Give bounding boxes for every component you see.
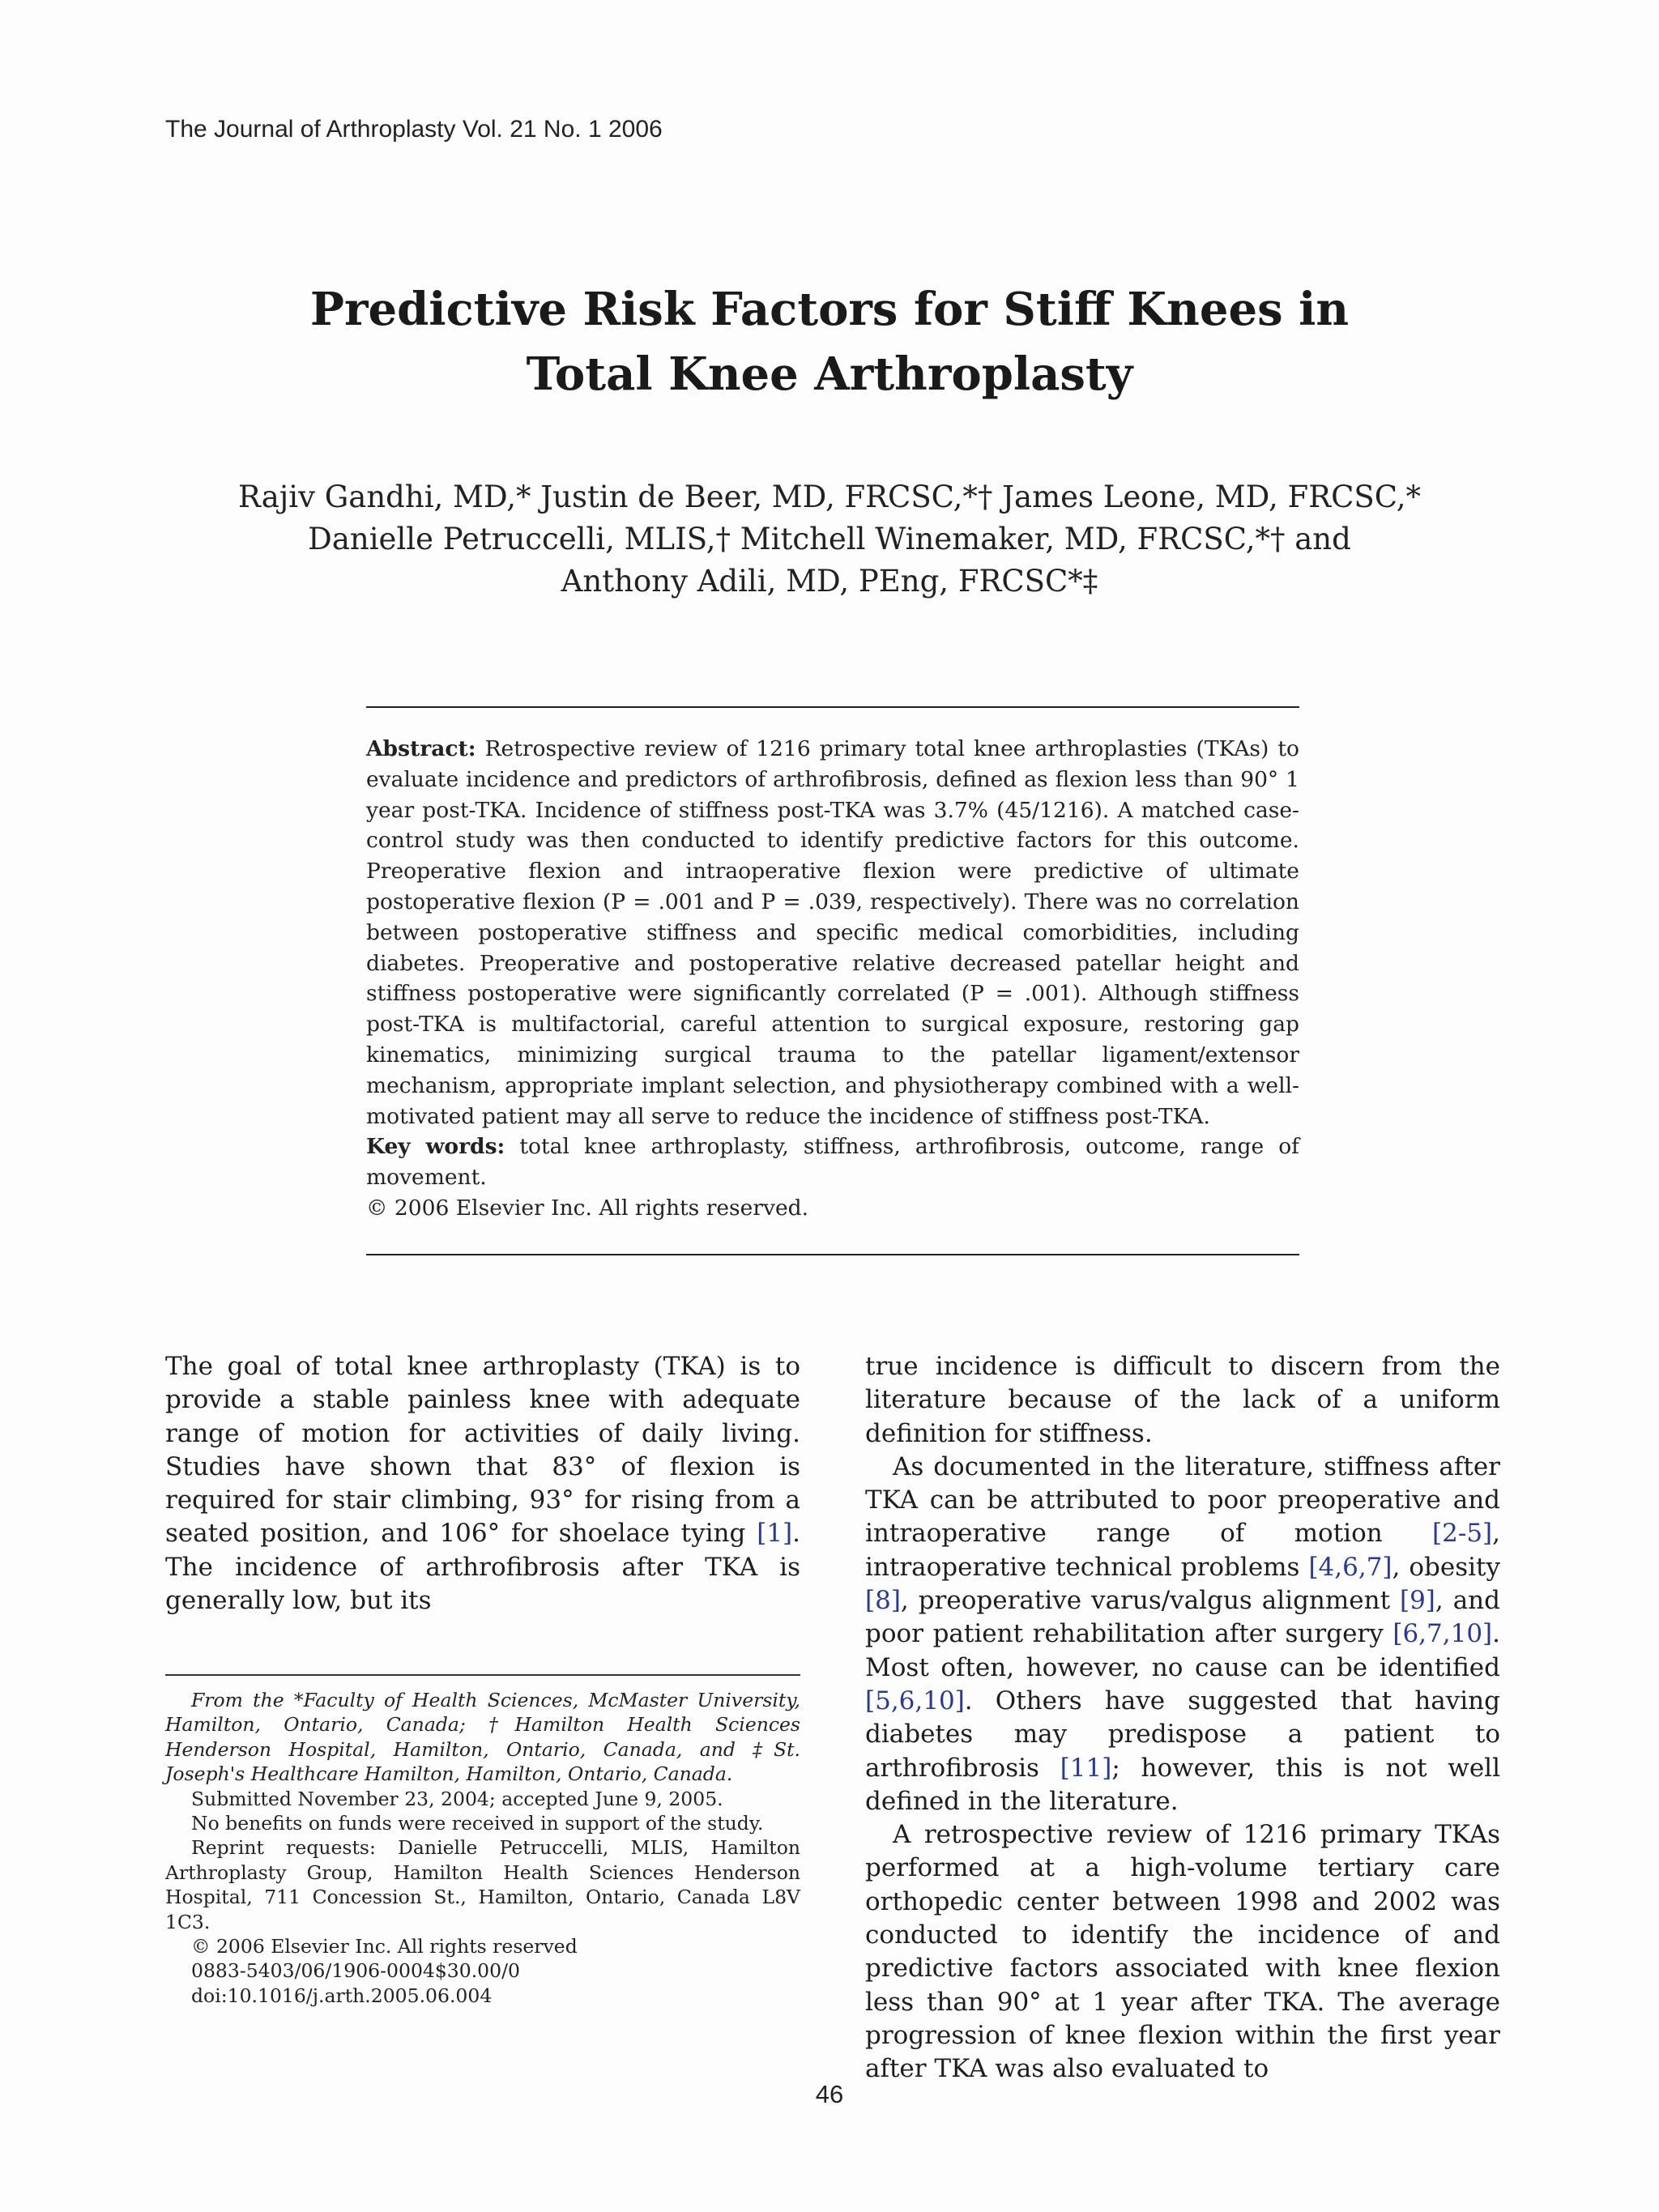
citation-link[interactable]: [4,6,7]	[1308, 1552, 1392, 1582]
text-run: . Others have suggested that having diabetes may predispose a patient to arthrofibrosis	[865, 1686, 1500, 1783]
keywords-text: total knee arthroplasty, stiffness, arthrofibrosis, outcome, range of movement.	[366, 1134, 1299, 1191]
footnote-funding: No benefits on funds were received in support of the study.	[191, 1812, 764, 1835]
text-run: , preoperative varus/valgus alignment	[900, 1586, 1400, 1616]
body-paragraph	[165, 1350, 800, 1617]
abstract-copyright: © 2006 Elsevier Inc. All rights reserved.	[366, 1195, 809, 1221]
abstract	[366, 734, 1299, 1224]
page-number: 46	[815, 2080, 844, 2108]
text-run: The goal of total knee arthroplasty (TKA) is to provide a stable painless knee with adequate range of motion for activities of daily living. Studies have shown that 83° of flexion is required for stair climbing, 93° for rising from a seated position, and 106° for shoelace tying	[165, 1352, 800, 1549]
keywords	[366, 1132, 1299, 1193]
citation-link[interactable]: [5,6,10]	[865, 1686, 965, 1715]
body-paragraph	[865, 1451, 1500, 1818]
text-run: , obesity	[1392, 1552, 1501, 1582]
footnote-submitted: Submitted November 23, 2004; accepted June 9, 2005.	[191, 1787, 723, 1810]
abstract-text: Retrospective review of 1216 primary total knee arthroplasties (TKAs) to evaluate incidence and predictors of arthrofibrosis, defined as flexion less than 90° 1 year post-TKA. Incidence of stiffness post-TKA was 3.7% (45/1216). A matched case-control study was then conducted to identify predictive factors for this outcome. Preoperative flexion and intraoperative flexion were predictive of ultimate postoperative flexion (P = .001 and P = .039, respectively). There was no correlation between postoperative stiffness and specific medical comorbidities, including diabetes. Preoperative and postoperative relative decreased patellar height and stiffness postoperative were significantly correlated (P = .001). Although stiffness post-TKA is multifactorial, careful attention to surgical exposure, restoring gap kinematics, minimizing surgical trauma to the patellar ligament/extensor mechanism, appropriate implant selection, and physiotherapy combined with a well-motivated patient may all serve to reduce the incidence of stiffness post-TKA.	[366, 736, 1299, 1129]
authors-line-1: Rajiv Gandhi, MD,* Justin de Beer, MD, FRCSC,*† James Leone, MD, FRCSC,*	[238, 479, 1421, 514]
body-paragraph: true incidence is difficult to discern from the literature because of the lack of a uniform definition for stiffness.	[865, 1352, 1500, 1448]
text-run: ; however, this is not well defined in the literature.	[865, 1753, 1500, 1816]
footnote-issn: 0883-5403/06/1906-0004$30.00/0	[191, 1959, 520, 1983]
author-list	[0, 476, 1659, 603]
body-column-right	[865, 1350, 1500, 2086]
text-run: As documented in the literature, stiffness after TKA can be attributed to poor preoperative and intraoperative range of motion	[865, 1451, 1500, 1549]
citation-link[interactable]: [1]	[757, 1519, 793, 1549]
body-column-left	[165, 1350, 800, 1617]
journal-header: The Journal of Arthroplasty Vol. 21 No. 1 2006	[165, 116, 663, 143]
text-run: . The incidence of arthrofibrosis after TKA is generally low, but its	[165, 1519, 800, 1616]
citation-link[interactable]: [6,7,10]	[1392, 1619, 1493, 1649]
abstract-top-rule	[366, 706, 1299, 708]
footnote-reprint: Reprint requests: Danielle Petruccelli, MLIS, Hamilton Arthroplasty Group, Hamilton Health Sciences Henderson Hospital, 711 Concession St., Hamilton, Ontario, Canada L8V 1C3.	[165, 1836, 800, 1933]
abstract-label: Abstract:	[366, 736, 476, 761]
abstract-body	[366, 734, 1299, 1132]
footnote-affiliations: From the *Faculty of Health Sciences, McMaster University, Hamilton, Ontario, Canada; †Hamilton Health Sciences Henderson Hospital, Hamilton, Ontario, Canada, and ‡St. Joseph's Healthcare Hamilton, Hamilton, Ontario, Canada.	[165, 1689, 800, 1786]
footnote-copyright: © 2006 Elsevier Inc. All rights reserved	[191, 1935, 578, 1958]
footnotes	[165, 1688, 800, 2008]
article-title	[0, 277, 1659, 407]
footnote-rule	[165, 1674, 800, 1676]
title-line-2: Total Knee Arthroplasty	[526, 347, 1133, 401]
title-line-1: Predictive Risk Factors for Stiff Knees in	[309, 283, 1350, 336]
citation-link[interactable]: [2-5]	[1432, 1519, 1493, 1549]
footnote-doi: doi:10.1016/j.arth.2005.06.004	[191, 1984, 493, 2007]
keywords-label: Key words:	[366, 1134, 505, 1160]
text-run: . Most often, however, no cause can be identified	[865, 1619, 1500, 1682]
citation-link[interactable]: [8]	[865, 1586, 901, 1616]
text-run: , intraoperative technical problems	[865, 1519, 1500, 1582]
body-paragraph: A retrospective review of 1216 primary TKAs performed at a high-volume tertiary care orthopedic center between 1998 and 2002 was conducted to identify the incidence of and predictive factors associated with knee flexion less than 90° at 1 year after TKA. The average progression of knee flexion within the first year after TKA was also evaluated to	[865, 1820, 1500, 2084]
citation-link[interactable]: [11]	[1060, 1753, 1112, 1783]
text-run: , and poor patient rehabilitation after surgery	[865, 1586, 1500, 1649]
authors-line-3: Anthony Adili, MD, PEng, FRCSC*‡	[561, 564, 1098, 599]
authors-line-2: Danielle Petruccelli, MLIS,† Mitchell Winemaker, MD, FRCSC,*† and	[308, 522, 1351, 556]
abstract-bottom-rule	[366, 1254, 1299, 1255]
citation-link[interactable]: [9]	[1399, 1586, 1435, 1616]
